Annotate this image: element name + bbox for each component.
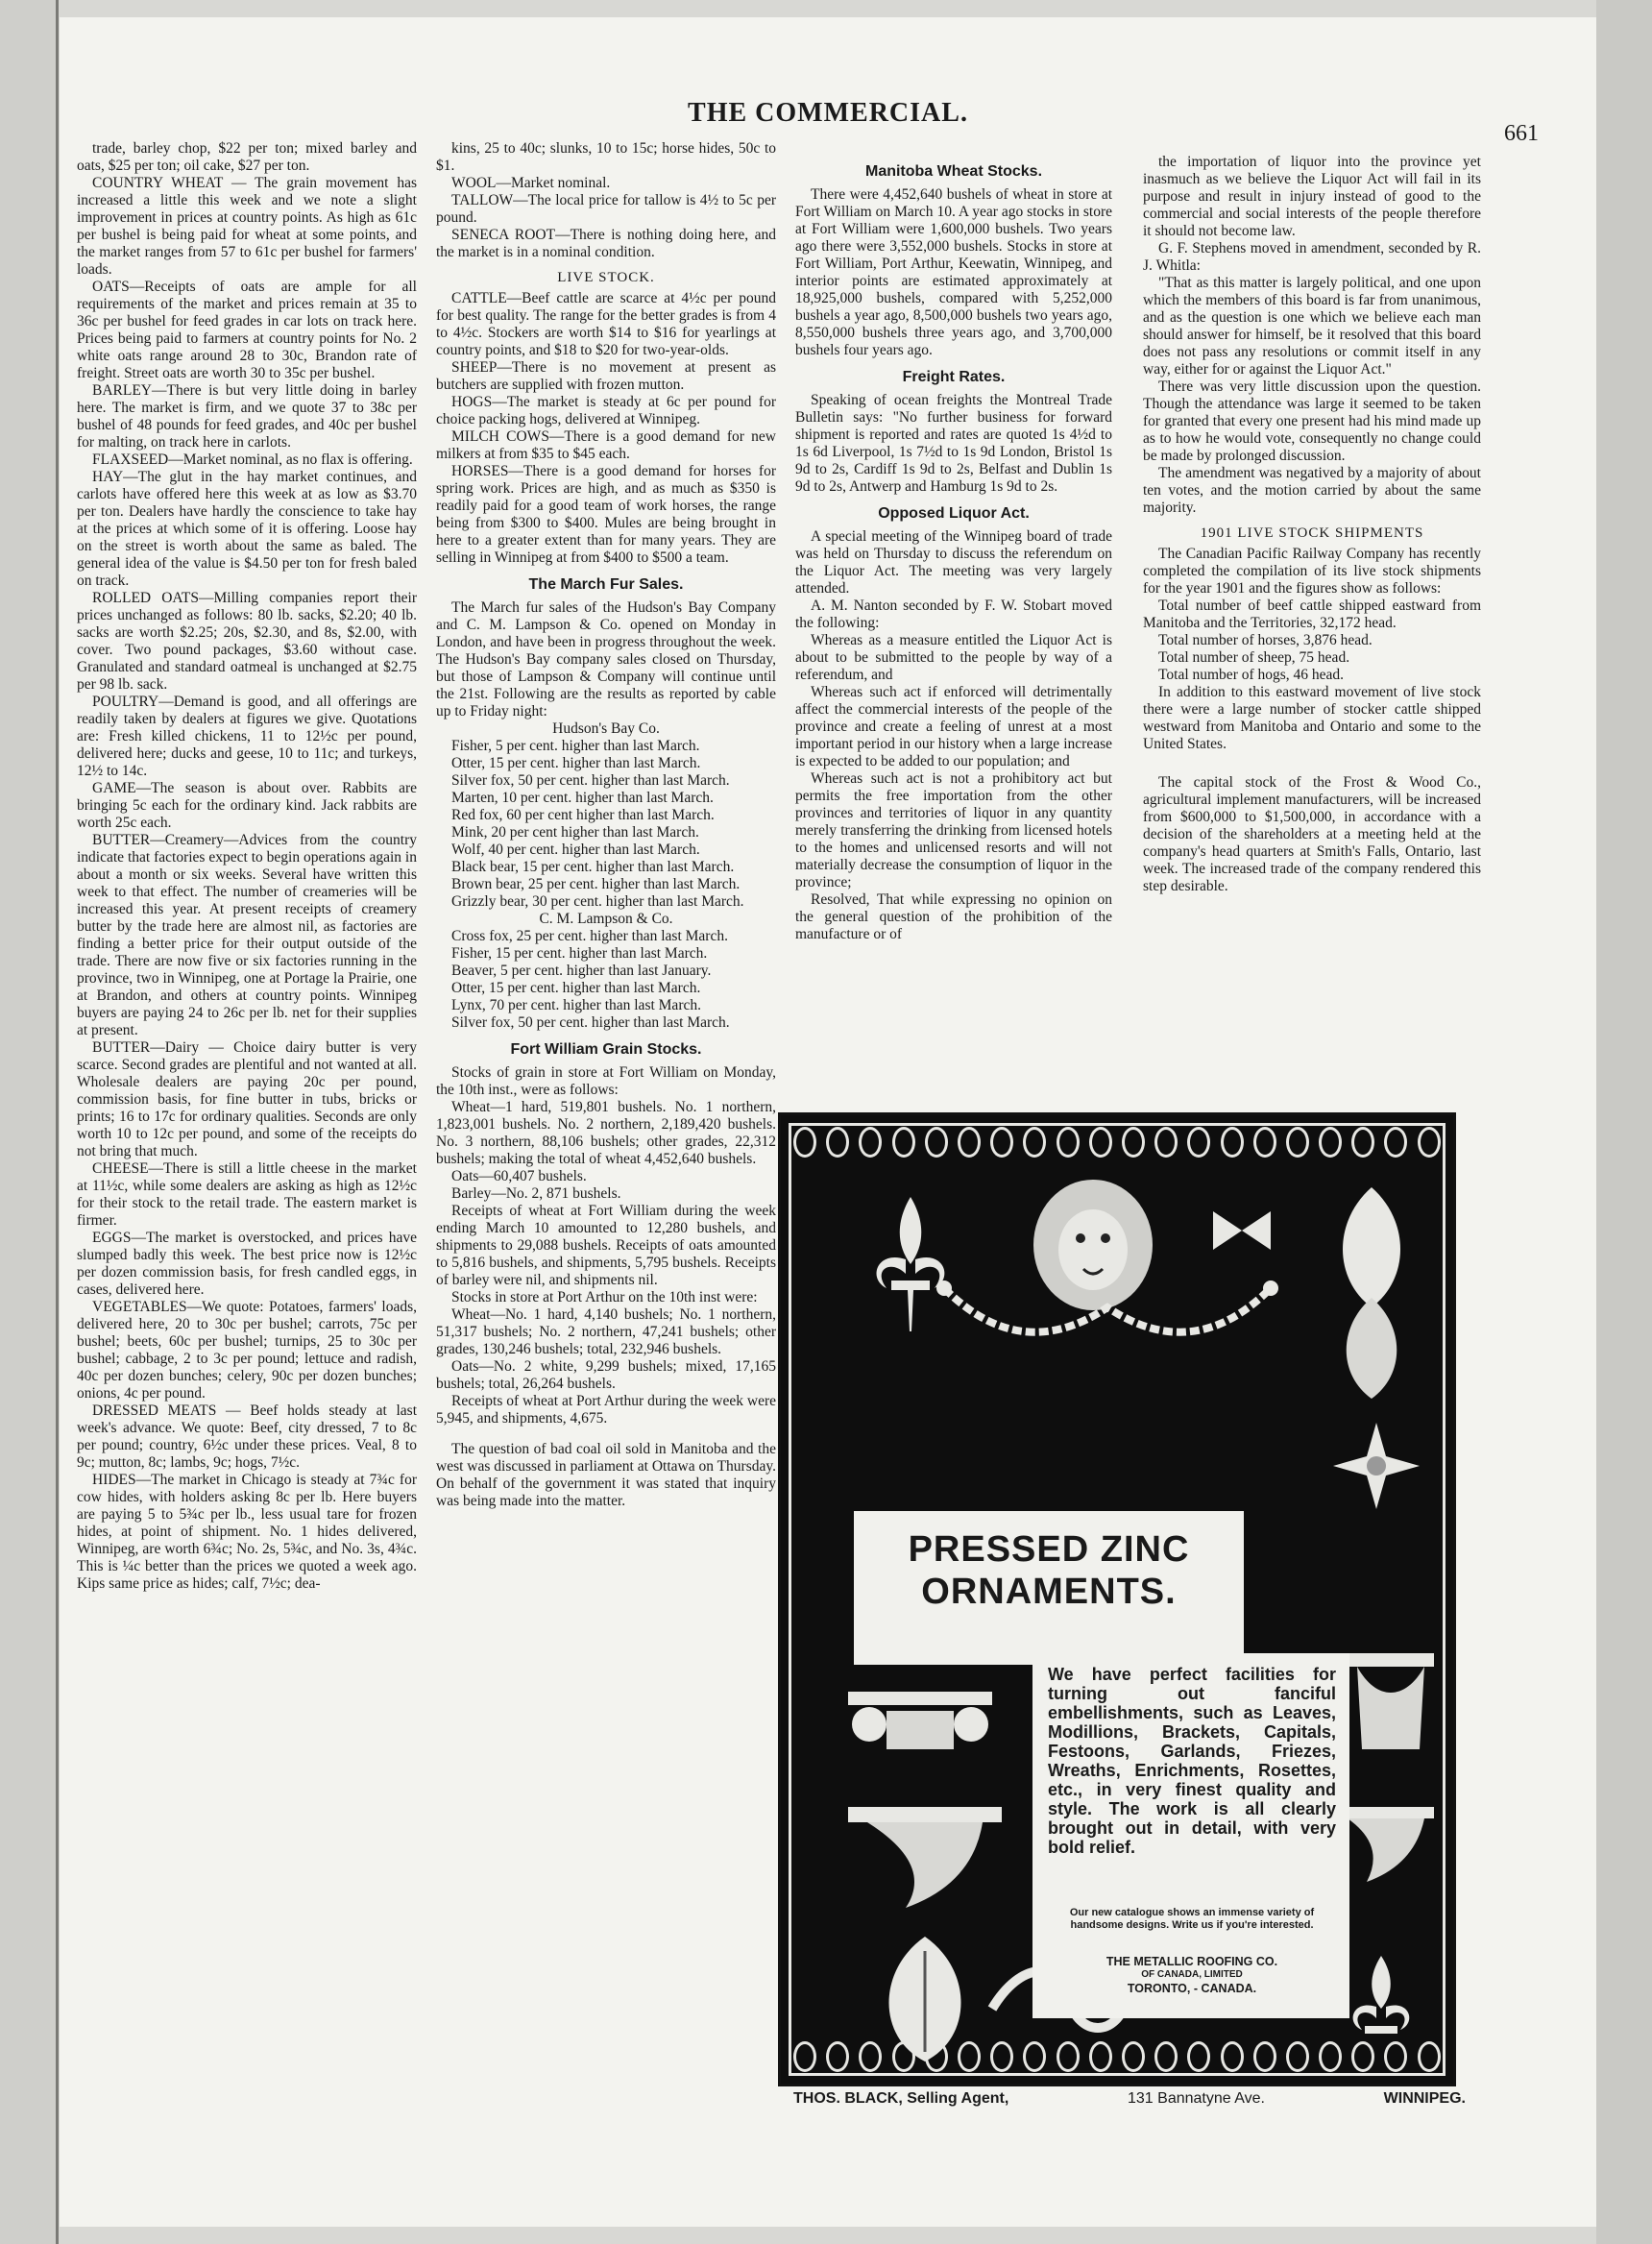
subheading: C. M. Lampson & Co. — [539, 911, 673, 927]
corinthian-capital-icon — [1348, 1653, 1434, 1759]
paragraph: The March fur sales of the Hudson's Bay Company and C. M. Lampson & Co. opened on Monday in London, and have been in progress throughout the week. The Hudson's Bay company sales closed on Thursday, but those of Lampson & Company will continue until the 21st. Following are the results as reported by cable up to Friday night: — [436, 599, 776, 720]
paragraph: Beaver, 5 per cent. higher than last January. — [451, 963, 712, 979]
paragraph: Wheat—No. 1 hard, 4,140 bushels; No. 1 northern, 51,317 bushels; No. 2 northern, 47,241 bushels; other grades, 130,246 bushels; total, 232,946 bushels. — [436, 1306, 776, 1357]
paragraph: the importation of liquor into the province yet inasmuch as we believe the Liquor Act will fail in its purpose and result in injury instead of good to the commercial and social interests of the people therefore it should not become law. — [1143, 154, 1481, 239]
paragraph: WOOL—Market nominal. — [451, 175, 611, 191]
paragraph: In addition to this eastward movement of live stock there were a large number of stocker cattle shipped westward from Manitoba and Ontario and some to the United States. — [1143, 684, 1481, 752]
rosette-icon — [1333, 1423, 1420, 1509]
column-3 — [795, 154, 1112, 943]
paragraph: Grizzly bear, 30 per cent. higher than last March. — [451, 893, 744, 910]
subheading: Hudson's Bay Co. — [552, 720, 660, 737]
zinc-ornaments-advertisement — [778, 1112, 1456, 2086]
paragraph: ROLLED OATS—Milling companies report their prices unchanged as follows: 80 lb. sacks, $2.20; 40 lb. sacks are worth $2.25; 20s, $2.30, and 8s, $2.00, with cover. Two pound packages, $3.60 without case. Granulated and standard oatmeal is unchanged at $2.75 per 98 lb. sack. — [77, 590, 417, 693]
bow-icon — [1208, 1207, 1275, 1255]
paragraph: SENECA ROOT—There is nothing doing here, and the market is in a nominal condition. — [436, 227, 776, 260]
ad-body-text: We have perfect facilities for turning out fanciful embellishments, such as Leaves, Modillions, Brackets, Capitals, Festoons, Garlands, Friezes, Wreaths, Enrichments, Rosettes, etc., in very finest quality and style. The work is all clearly brought out in detail, with very bold relief. — [1048, 1665, 1336, 1857]
paragraph: Cross fox, 25 per cent. higher than last March. — [451, 928, 728, 944]
paragraph: The question of bad coal oil sold in Manitoba and the west was discussed in parliament at Ottawa on Thursday. On behalf of the government it was stated that inquiry was being made into the matter. — [436, 1441, 776, 1509]
paragraph: Whereas such act is not a prohibitory act but permits the free importation from the other provinces and territories of liquor in any quantity merely transferring the drinking from licensed hotels to the homes and unlicensed resorts and will not materially decrease the consumption of liquor in the province; — [795, 770, 1112, 890]
paragraph: HAY—The glut in the hay market continues, and carlots have offered here this week at as low as $3.70 per ton. Dealers have hardly the conscience to take hay at the prices at which some of it is offering. Loose hay on the street is worth about the same as baled. The general idea of the value is $4.50 per ton for fresh baled on track. — [77, 469, 417, 589]
paragraph: There were 4,452,640 bushels of wheat in store at Fort William on March 10. A year ago stocks in store at Fort William were 1,600,000 bushels. Two years ago there were 3,552,000 bushels. Stocks in store at Fort William, Port Arthur, Keewatin, Winnipeg, and interior points are estimated approximately at 18,925,000 bushels, compared with 5,252,000 bushels a year ago, 8,500,000 bushels two years ago, 8,550,000 bushels three years ago, and 3,700,000 bushels four years ago. — [795, 186, 1112, 358]
paragraph: Silver fox, 50 per cent. higher than last March. — [451, 1014, 730, 1031]
paragraph: Total number of horses, 3,876 head. — [1158, 632, 1373, 648]
paragraph: "That as this matter is largely political, and one upon which the members of this board is far from unanimous, and as the question is one which we believe each man should answer for himself, be it resolved that this board does not pass any resolutions or commit itself in any way, either for or against the Liquor Act." — [1143, 275, 1481, 378]
section-heading-fort-william: Fort William Grain Stocks. — [510, 1041, 702, 1058]
page-title: THE COMMERCIAL. — [688, 98, 968, 128]
company-location: TORONTO, - CANADA. — [1127, 1982, 1257, 1995]
company-name: THE METALLIC ROOFING CO. — [1105, 1955, 1278, 1968]
paragraph: Speaking of ocean freights the Montreal Trade Bulletin says: "No further business for forward shipment is reported and rates are quoted 1s 4½d to 1s 6d Liverpool, 1s 7½d to 1s 9d London, Bristol 1s 9d to 2s, Cardiff 1s 9d to 2s, Belfast and Dublin 1s 9d to 2s, Antwerp and Hamburg 1s 9d to 2s. — [795, 392, 1112, 495]
paragraph: HORSES—There is a good demand for horses for spring work. Prices are high, and as much as $350 is readily paid for a good team of work horses, the range being from $300 to $400. Mules are being brought in here to a greater extent than for many years. They are selling in Winnipeg at from $400 to $500 a team. — [436, 463, 776, 566]
paragraph: TALLOW—The local price for tallow is 4½ to 5c per pound. — [436, 192, 776, 226]
paragraph: OATS—Receipts of oats are ample for all requirements of the market and prices remain at 35 to 36c per bushel for feed grades in car lots on track here. Prices being paid to farmers at country points for No. 2 white oats range around 28 to 30c, Brandon rate of freight. Street oats are worth 30 to 35c per bushel. — [77, 279, 417, 381]
paragraph: SHEEP—There is no movement at present as butchers are supplied with frozen mutton. — [436, 359, 776, 393]
paragraph: Brown bear, 25 per cent. higher than last March. — [451, 876, 741, 892]
ad-company — [1048, 1955, 1336, 1995]
paragraph: POULTRY—Demand is good, and all offerings are readily taken by dealers at figures we give. Quotations are: Fresh killed chickens, 11 to 12½c per pound, delivered here; ducks and geese, 10 to 11c; and turkeys, 12½ to 14c. — [77, 694, 417, 779]
paragraph: Otter, 15 per cent. higher than last March. — [451, 755, 701, 771]
paragraph: Whereas as a measure entitled the Liquor Act is about to be submitted to the people by way of a referendum, and — [795, 632, 1112, 683]
paragraph: Barley—No. 2, 871 bushels. — [451, 1185, 621, 1202]
paragraph: Fisher, 5 per cent. higher than last March. — [451, 738, 700, 754]
bracket-icon — [848, 1807, 1002, 1913]
leaf-ornament-icon — [867, 1932, 983, 2066]
paragraph: A. M. Nanton seconded by F. W. Stobart moved the following: — [795, 598, 1112, 631]
adjacent-page-edge — [0, 0, 59, 2244]
paragraph: Receipts of wheat at Port Arthur during the week were 5,945, and shipments, 4,675. — [436, 1393, 776, 1427]
paragraph: DRESSED MEATS — Beef holds steady at last week's advance. We quote: Beef, city dressed, 7 to 8c per pound; country, 6½c under these prices. Veal, 8 to 9c; mutton, 8c; lambs, 9c; hogs, 7½c. — [77, 1402, 417, 1471]
paragraph: The Canadian Pacific Railway Company has recently completed the compilation of its live stock shipments for the year 1901 and the figures show as follows: — [1143, 546, 1481, 597]
paragraph: Black bear, 15 per cent. higher than last March. — [451, 859, 735, 875]
paragraph: Wolf, 40 per cent. higher than last March. — [451, 842, 700, 858]
section-heading-livestock-shipments: 1901 LIVE STOCK SHIPMENTS — [1200, 525, 1424, 541]
paragraph: CHEESE—There is still a little cheese in the market at 11½c, while some dealers are asking as high as 12½c for their stock to the retail trade. The eastern market is firmer. — [77, 1160, 417, 1229]
ad-headline — [854, 1528, 1244, 1613]
page-number: 661 — [1504, 121, 1539, 146]
paragraph: Stocks of grain in store at Fort William on Monday, the 10th inst., were as follows: — [436, 1064, 776, 1098]
section-heading-fur-sales: The March Fur Sales. — [528, 576, 684, 593]
paragraph: Oats—60,407 bushels. — [451, 1168, 587, 1184]
fleur-de-lis-small-icon — [1338, 1951, 1424, 2057]
binding-edge — [1596, 0, 1652, 2244]
paragraph: CATTLE—Beef cattle are scarce at 4½c per pound for best quality. The range for the better grades is from 4 to 4½c. Stockers are worth $14 to $16 for yearlings at country points, and $18 to $20 for two-year-olds. — [436, 290, 776, 358]
paragraph: EGGS—The market is overstocked, and prices have slumped badly this week. The best price now is 12½c per dozen commission basis, for fresh candled eggs, in cases, delivered here. — [77, 1230, 417, 1298]
headline-line-1: PRESSED ZINC — [908, 1529, 1190, 1570]
paragraph: Fisher, 15 per cent. higher than last March. — [451, 945, 708, 962]
paragraph: HOGS—The market is steady at 6c per pound for choice packing hogs, delivered at Winnipeg. — [436, 394, 776, 427]
paragraph: G. F. Stephens moved in amendment, seconded by R. J. Whitla: — [1143, 240, 1481, 274]
section-heading-live-stock: LIVE STOCK. — [557, 270, 655, 285]
paragraph: HIDES—The market in Chicago is steady at 7¾c for cow hides, with holders asking 8c per lb. Here buyers are paying 5 to 5¾c per lb., less usual tare for frozen hides, at point of shipment. No. 1 hides delivered, Winnipeg, are worth 6¾c; No. 2s, 5¾c, and No. 3s, 4¾c. This is ¼c better than the prices we quoted a week ago. Kips same price as hides; calf, 7½c; dea- — [77, 1472, 417, 1592]
paragraph: Marten, 10 per cent. higher than last March. — [451, 790, 714, 806]
egg-and-dart-border-top — [789, 1123, 1446, 1161]
paragraph: Whereas such act if enforced will detrimentally affect the commercial interests of the people of the province and create a feeling of unrest at a most important period in our history when a large increase is expected to be added to our population; and — [795, 684, 1112, 769]
capital-icon — [848, 1692, 992, 1768]
shelf-bracket-icon — [1338, 1807, 1434, 1884]
selling-agent: THOS. BLACK, Selling Agent, — [793, 2090, 1009, 2107]
paragraph: kins, 25 to 40c; slunks, 10 to 15c; horse hides, 50c to $1. — [436, 140, 776, 174]
paragraph: The amendment was negatived by a majority of about ten votes, and the motion carried by about the same majority. — [1143, 465, 1481, 516]
agent-address: 131 Bannatyne Ave. — [1128, 2090, 1265, 2107]
paragraph: Total number of sheep, 75 head. — [1158, 649, 1350, 666]
paragraph: Resolved, That while expressing no opinion on the general question of the prohibition of the manufacture or of — [795, 891, 1112, 942]
paragraph: COUNTRY WHEAT — The grain movement has increased a little this week and we note a slight improvement in prices at country points. As high as 61c per bushel is being paid for wheat at some points, and the market ranges from 57 to 61c per bushel for farmers' loads. — [77, 175, 417, 278]
paragraph: VEGETABLES—We quote: Potatoes, farmers' loads, delivered here, 20 to 30c per bushel; carrots, 75c per bushel; beets, 60c per bushel; turnips, 25 to 30c per bushel; cabbage, 2 to 3c per pound; lettuce and radish, 40c per dozen bunches; celery, 90c per dozen bunches; onions, 4c per pound. — [77, 1299, 417, 1402]
paragraph: trade, barley chop, $22 per ton; mixed barley and oats, $25 per ton; oil cake, $27 per ton. — [77, 140, 417, 174]
section-heading-liquor-act: Opposed Liquor Act. — [878, 505, 1030, 522]
paragraph: Oats—No. 2 white, 9,299 bushels; mixed, 17,165 bushels; total, 26,264 bushels. — [436, 1358, 776, 1392]
acanthus-leaf-icon — [1319, 1183, 1424, 1403]
column-2 — [436, 140, 776, 1510]
company-subtitle: OF CANADA, LIMITED — [1141, 1969, 1243, 1980]
headline-line-2: ORNAMENTS. — [921, 1572, 1177, 1612]
paragraph: BARLEY—There is but very little doing in barley here. The market is firm, and we quote 37 to 38c per bushel of 48 pounds for feed grades, and 40c per bushel for malting, on track here in carlots. — [77, 382, 417, 451]
ad-catalogue-note: Our new catalogue shows an immense variety of handsome designs. Write us if you're interested. — [1069, 1907, 1315, 1931]
paragraph: A special meeting of the Winnipeg board of trade was held on Thursday to discuss the referendum on the Liquor Act. The meeting was very largely attended. — [795, 528, 1112, 597]
column-4 — [1143, 154, 1481, 895]
paragraph: Wheat—1 hard, 519,801 bushels. No. 1 northern, 1,823,001 bushels. No. 2 northern, 2,189,420 bushels. No. 3 northern, 88,106 bushels; other grades, 22,312 bushels; making the total of wheat 4,452,640 bushels. — [436, 1099, 776, 1167]
paragraph: Lynx, 70 per cent. higher than last March. — [451, 997, 701, 1013]
paragraph: FLAXSEED—Market nominal, as no flax is offering. — [92, 451, 413, 468]
paragraph: Total number of hogs, 46 head. — [1158, 667, 1345, 683]
paragraph: Silver fox, 50 per cent. higher than last March. — [451, 772, 730, 789]
paragraph: Mink, 20 per cent higher than last March. — [451, 824, 699, 841]
column-1 — [77, 140, 417, 1593]
agent-city: WINNIPEG. — [1383, 2090, 1466, 2107]
paragraph: There was very little discussion upon the question. Though the attendance was large it seemed to be taken for granted that every one present had his mind made up as to how he would vote, consequently no change could be made by prolonged discussion. — [1143, 378, 1481, 464]
ad-footer — [793, 2090, 1466, 2108]
section-heading-manitoba-wheat: Manitoba Wheat Stocks. — [864, 163, 1043, 180]
paragraph: Otter, 15 per cent. higher than last March. — [451, 980, 701, 996]
paragraph: Total number of beef cattle shipped eastward from Manitoba and the Territories, 32,172 head. — [1143, 598, 1481, 631]
paragraph: Red fox, 60 per cent higher than last March. — [451, 807, 715, 823]
paragraph: GAME—The season is about over. Rabbits are bringing 5c each for the ordinary kind. Jack rabbits are worth 25c each. — [77, 780, 417, 831]
festoon-garland-icon — [935, 1269, 1280, 1375]
paragraph: BUTTER—Dairy — Choice dairy butter is very scarce. Second grades are plentiful and not wanted at all. Wholesale dealers are paying 20c per pound, commission basis, for fine butter in tubs, bricks or prints; 16 to 17c for ordinary qualities. Seconds are only worth 10 to 12c per pound, and some of the receipts do not bring that much. — [77, 1039, 417, 1159]
paragraph: The capital stock of the Frost & Wood Co., agricultural implement manufacturers, will be increased from $600,000 to $1,500,000, in accordance with a decision of the shareholders at a meeting held at the company's head quarters at Smith's Falls, Ontario, last week. The increased trade of the company rendered this step desirable. — [1143, 774, 1481, 894]
section-heading-freight-rates: Freight Rates. — [902, 369, 1006, 385]
paragraph: Stocks in store at Port Arthur on the 10th inst were: — [451, 1289, 758, 1305]
paragraph: MILCH COWS—There is a good demand for new milkers at from $35 to $45 each. — [436, 428, 776, 462]
paragraph: Receipts of wheat at Fort William during the week ending March 10 amounted to 12,280 bushels, and shipments to 29,088 bushels. Receipts of oats amounted to 5,816 bushels, and shipments, 5,795 bushels. Receipts of barley were nil, and shipments nil. — [436, 1203, 776, 1288]
paragraph: BUTTER—Creamery—Advices from the country indicate that factories expect to begin operations again in about a month or six weeks. Several have written this week to that effect. The number of creameries will be increased this year. At present receipts of creamery butter by the trade here are almost nil, as factories are finding a better price for their output outside of the trade. There are now five or six factories running in the province, two in Winnipeg, one at Portage la Prairie, one at Brandon, and others at country points. Winnipeg buyers are paying 24 to 26c per lb. net for their supplies at present. — [77, 832, 417, 1038]
